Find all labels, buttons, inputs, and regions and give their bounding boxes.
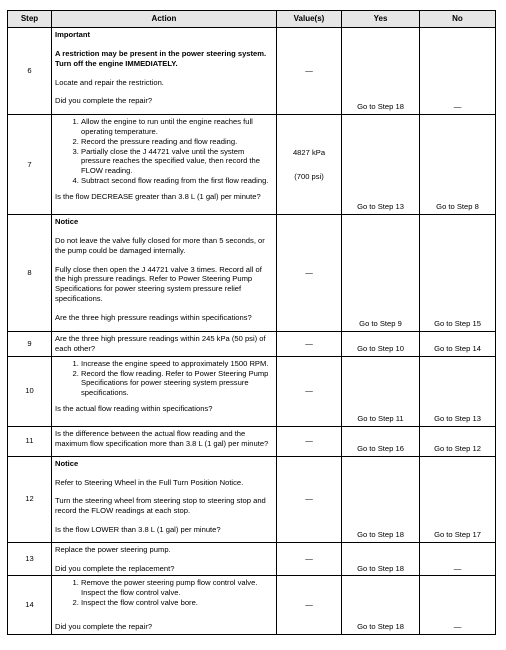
step-number: 6 — [8, 28, 52, 115]
value-psi: (700 psi) — [294, 171, 324, 181]
header-step: Step — [8, 11, 52, 28]
list-item: 2. Inspect the flow control valve bore. — [81, 598, 273, 608]
yes-cell: Go to Step 10 — [342, 332, 420, 357]
action-cell — [52, 576, 277, 634]
question-text: Is the difference between the actual flow reading and the maximum flow specification more than 3.8 L (1 gal) per minute? — [55, 428, 269, 448]
list-item: 2. Record the flow reading. Refer to Power Steering Pump Specifications for power steering system pressure specifications. — [81, 369, 273, 399]
question-text: Is the flow LOWER than 3.8 L (1 gal) per minute? — [55, 525, 221, 535]
no-cell: Go to Step 8 — [420, 115, 496, 215]
step-number: 10 — [8, 356, 52, 426]
yes-cell: Go to Step 18 — [342, 576, 420, 634]
list-item: 1. Allow the engine to run until the engine reaches full operating temperature. — [81, 117, 273, 137]
table-row — [8, 28, 496, 115]
action-list — [55, 117, 273, 186]
header-no: No — [420, 11, 496, 28]
question-text: Did you complete the repair? — [55, 96, 153, 106]
action-text: Replace the power steering pump. — [55, 544, 171, 554]
question-text: Are the three high pressure readings within 245 kPa (50 psi) of each other? — [55, 334, 266, 353]
list-item: 1. Remove the power steering pump flow control valve. Inspect the flow control valve. — [81, 578, 273, 598]
no-cell: Go to Step 13 — [420, 356, 496, 426]
yes-cell: Go to Step 18 — [342, 28, 420, 115]
action-cell — [52, 542, 277, 576]
action-list — [55, 359, 273, 398]
action-cell — [52, 356, 277, 426]
step-number: 8 — [8, 215, 52, 332]
no-cell: Go to Step 17 — [420, 456, 496, 542]
action-cell — [52, 426, 277, 456]
notice-title: Notice — [55, 458, 79, 468]
table-row — [8, 456, 496, 542]
value-cell: — — [277, 356, 342, 426]
value-cell: — — [277, 332, 342, 357]
yes-cell: Go to Step 18 — [342, 542, 420, 576]
question-text: Are the three high pressure readings within specifications? — [55, 313, 252, 323]
action-list — [55, 578, 273, 608]
value-cell: — — [277, 28, 342, 115]
step-number: 11 — [8, 426, 52, 456]
header-yes: Yes — [342, 11, 420, 28]
table-row — [8, 332, 496, 357]
yes-cell: Go to Step 16 — [342, 426, 420, 456]
no-cell: Go to Step 12 — [420, 426, 496, 456]
action-cell — [52, 28, 277, 115]
header-values: Value(s) — [277, 11, 342, 28]
value-kpa: 4827 kPa — [292, 147, 326, 157]
table-row — [8, 356, 496, 426]
action-text: Locate and repair the restriction. — [55, 77, 164, 87]
action-text: Turn the steering wheel from steering stop to steering stop and record the FLOW readings at each stop. — [55, 496, 266, 516]
value-cell: — — [277, 542, 342, 576]
action-cell — [52, 115, 277, 215]
action-text: Fully close then open the J 44721 valve 3 times. Record all of the high pressure readings. Refer to Power Steering Pump Specifications for power steering system pressure relief specifications. — [55, 264, 262, 304]
notice-body: Do not leave the valve fully closed for more than 5 seconds, or the pump could be damaged internally. — [55, 235, 265, 255]
list-item: 2. Record the pressure reading and flow reading. — [81, 137, 273, 147]
table-row — [8, 426, 496, 456]
step-number: 7 — [8, 115, 52, 215]
no-cell: Go to Step 15 — [420, 215, 496, 332]
value-cell: — — [277, 456, 342, 542]
no-cell: — — [420, 576, 496, 634]
diagnostic-table — [7, 10, 496, 635]
yes-cell: Go to Step 18 — [342, 456, 420, 542]
step-number: 13 — [8, 542, 52, 576]
step-number: 9 — [8, 332, 52, 357]
notice-title: Important — [55, 30, 91, 39]
question-text: Is the flow DECREASE greater than 3.8 L (1 gal) per minute? — [55, 192, 261, 202]
table-row — [8, 215, 496, 332]
table-row — [8, 542, 496, 576]
table-row — [8, 115, 496, 215]
question-text: Is the actual flow reading within specifications? — [55, 404, 213, 414]
question-text: Did you complete the repair? — [55, 622, 153, 632]
no-cell: Go to Step 14 — [420, 332, 496, 357]
notice-body: Refer to Steering Wheel in the Full Turn Position Notice. — [55, 477, 244, 487]
yes-cell: Go to Step 9 — [342, 215, 420, 332]
step-number: 14 — [8, 576, 52, 634]
notice-body: A restriction may be present in the power steering system. Turn off the engine IMMEDIATELY. — [55, 48, 267, 68]
list-item: 4. Subtract second flow reading from the first flow reading. — [81, 176, 273, 186]
value-cell: — — [277, 426, 342, 456]
value-cell — [277, 115, 342, 215]
no-cell: — — [420, 28, 496, 115]
value-cell: — — [277, 215, 342, 332]
no-cell: — — [420, 542, 496, 576]
yes-cell: Go to Step 13 — [342, 115, 420, 215]
step-number: 12 — [8, 456, 52, 542]
table-row — [8, 576, 496, 634]
header-row — [8, 11, 496, 28]
header-action: Action — [52, 11, 277, 28]
question-text: Did you complete the replacement? — [55, 563, 175, 573]
action-cell — [52, 456, 277, 542]
action-cell — [52, 215, 277, 332]
list-item: 3. Partially close the J 44721 valve until the system pressure reaches the specified value, then record the FLOW reading. — [81, 147, 273, 177]
notice-title: Notice — [55, 217, 79, 226]
yes-cell: Go to Step 11 — [342, 356, 420, 426]
action-cell — [52, 332, 277, 357]
list-item: 1. Increase the engine speed to approximately 1500 RPM. — [81, 359, 273, 369]
value-cell: — — [277, 576, 342, 634]
